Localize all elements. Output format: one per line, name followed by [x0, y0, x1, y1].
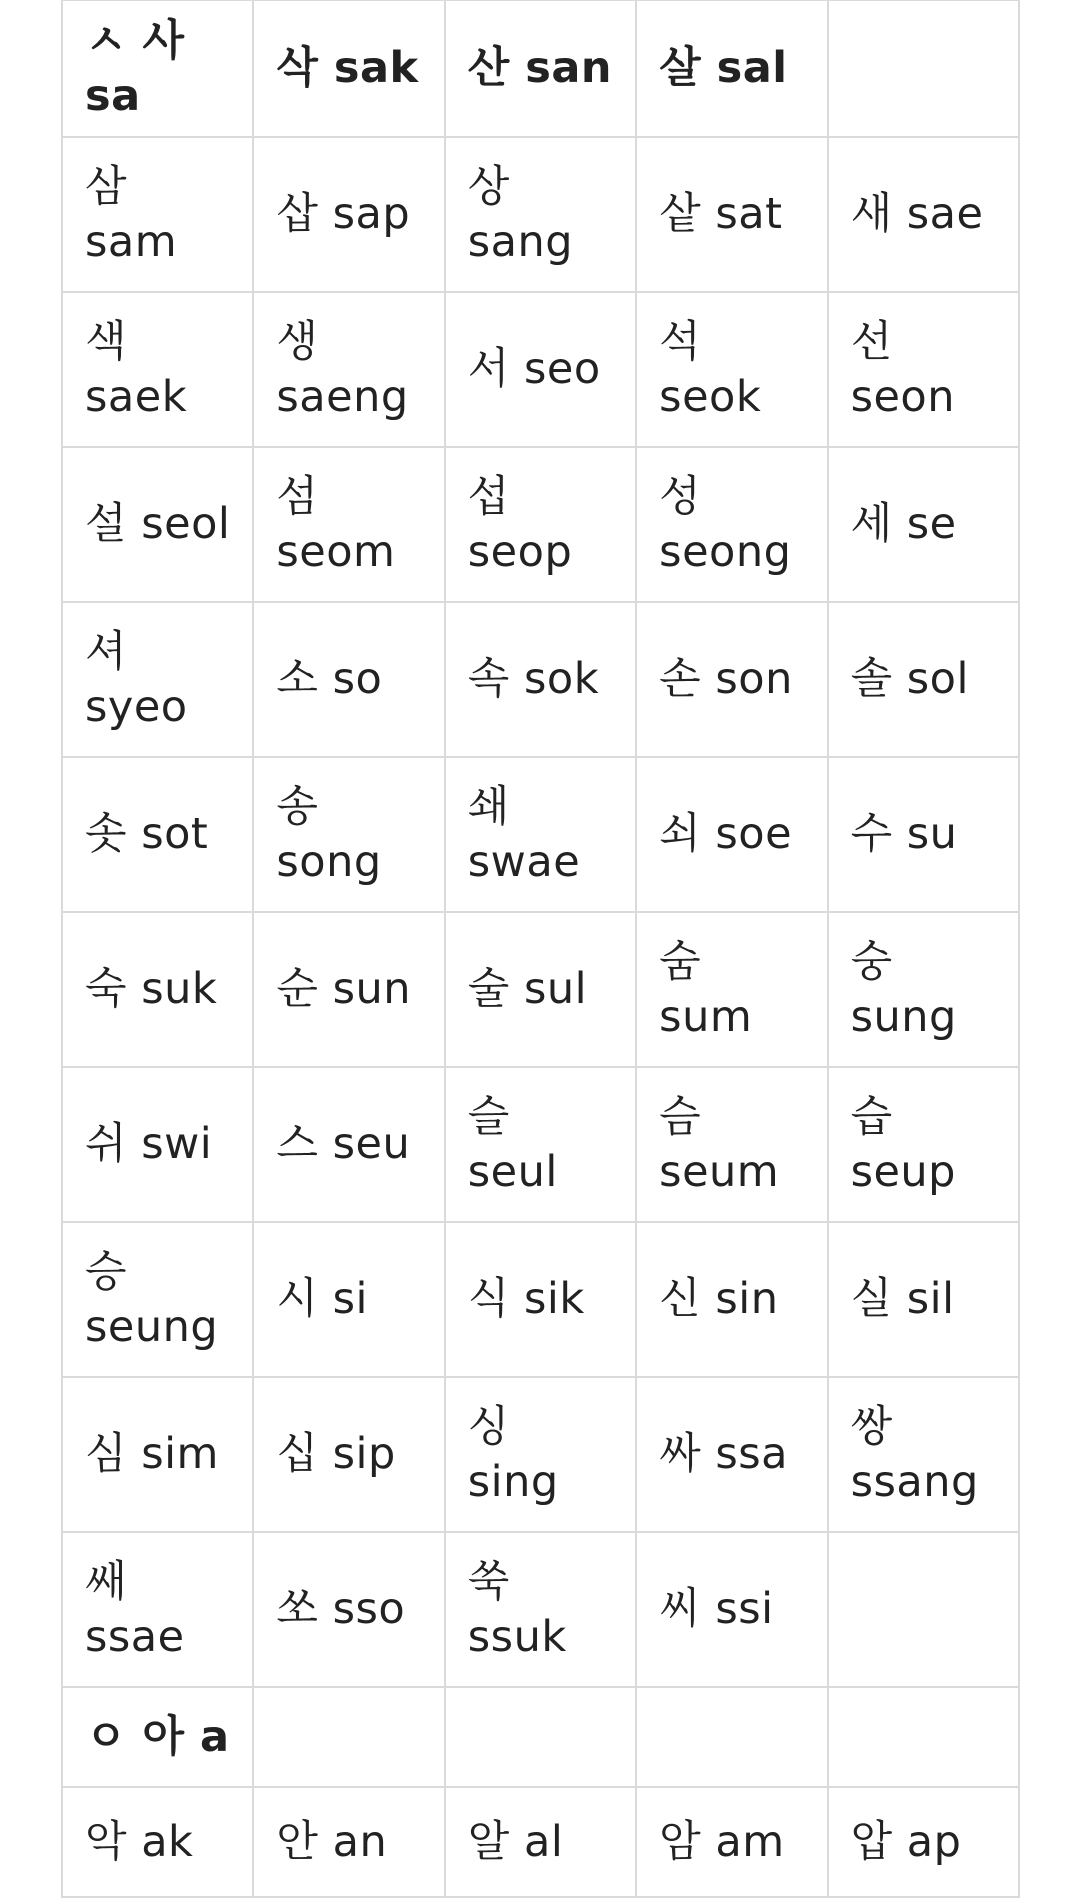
table-cell: 쌔 ssae	[62, 1532, 253, 1687]
table-row	[62, 602, 1019, 757]
table-cell: 식 sik	[445, 1222, 636, 1377]
table-cell: 십 sip	[253, 1377, 444, 1532]
table-cell: 섭 seop	[445, 447, 636, 602]
table-cell: 습 seup	[828, 1067, 1019, 1222]
table-cell: 선 seon	[828, 292, 1019, 447]
table-cell: 심 sim	[62, 1377, 253, 1532]
table-cell: 쏘 sso	[253, 1532, 444, 1687]
table-cell: 숭 sung	[828, 912, 1019, 1067]
table-row	[62, 1222, 1019, 1377]
table-cell	[828, 1687, 1019, 1787]
table-cell: 싱 sing	[445, 1377, 636, 1532]
table-cell: 색 saek	[62, 292, 253, 447]
table-row	[62, 757, 1019, 912]
table-cell: 솔 sol	[828, 602, 1019, 757]
table-cell: 쉬 swi	[62, 1067, 253, 1222]
table-cell: 소 so	[253, 602, 444, 757]
table-cell: 셔 syeo	[62, 602, 253, 757]
table-cell: 시 si	[253, 1222, 444, 1377]
table-cell	[636, 1687, 827, 1787]
table-cell: 씨 ssi	[636, 1532, 827, 1687]
table-cell: 삼 sam	[62, 137, 253, 292]
table-row	[62, 1787, 1019, 1897]
table-cell: 암 am	[636, 1787, 827, 1897]
table-cell: 송 song	[253, 757, 444, 912]
table-row-header	[62, 0, 1019, 137]
table-cell: 실 sil	[828, 1222, 1019, 1377]
table-cell: 숨 sum	[636, 912, 827, 1067]
table-cell: 손 son	[636, 602, 827, 757]
table-cell: 성 seong	[636, 447, 827, 602]
table-cell: 슬 seul	[445, 1067, 636, 1222]
table-cell	[445, 1687, 636, 1787]
table-cell: 쇠 soe	[636, 757, 827, 912]
table-cell: 생 saeng	[253, 292, 444, 447]
table-row	[62, 1067, 1019, 1222]
table-cell: 쌍 ssang	[828, 1377, 1019, 1532]
table-cell: ㅅ 사 sa	[62, 0, 253, 137]
table-cell: 쑥 ssuk	[445, 1532, 636, 1687]
table-cell: 새 sae	[828, 137, 1019, 292]
table-cell: 압 ap	[828, 1787, 1019, 1897]
table-cell: 쇄 swae	[445, 757, 636, 912]
table-cell: 삽 sap	[253, 137, 444, 292]
table-cell: 싸 ssa	[636, 1377, 827, 1532]
table-cell: 솟 sot	[62, 757, 253, 912]
table-row-section-header	[62, 1687, 1019, 1787]
table-cell: 살 sal	[636, 0, 827, 137]
table-cell: 숙 suk	[62, 912, 253, 1067]
table-row	[62, 1377, 1019, 1532]
table-cell: 속 sok	[445, 602, 636, 757]
table-cell: 안 an	[253, 1787, 444, 1897]
table-cell: 술 sul	[445, 912, 636, 1067]
table-cell: 삭 sak	[253, 0, 444, 137]
table-cell: 상 sang	[445, 137, 636, 292]
table-cell: 수 su	[828, 757, 1019, 912]
table-row	[62, 912, 1019, 1067]
table-cell: 산 san	[445, 0, 636, 137]
table-cell: 승 seung	[62, 1222, 253, 1377]
table-cell: 샅 sat	[636, 137, 827, 292]
table-cell: 스 seu	[253, 1067, 444, 1222]
table-cell: 슴 seum	[636, 1067, 827, 1222]
table-cell: 설 seol	[62, 447, 253, 602]
table-row	[62, 292, 1019, 447]
table-cell: 알 al	[445, 1787, 636, 1897]
table-cell: 신 sin	[636, 1222, 827, 1377]
table-row	[62, 447, 1019, 602]
table-cell	[828, 1532, 1019, 1687]
table-row	[62, 137, 1019, 292]
table-cell: 순 sun	[253, 912, 444, 1067]
table-cell: 섬 seom	[253, 447, 444, 602]
table-cell	[253, 1687, 444, 1787]
table-cell: 세 se	[828, 447, 1019, 602]
table-row	[62, 1532, 1019, 1687]
table-cell: ㅇ 아 a	[62, 1687, 253, 1787]
table-cell: 석 seok	[636, 292, 827, 447]
table-cell: 서 seo	[445, 292, 636, 447]
table-cell	[828, 0, 1019, 137]
romanization-table	[61, 0, 1020, 1898]
table-cell: 악 ak	[62, 1787, 253, 1897]
